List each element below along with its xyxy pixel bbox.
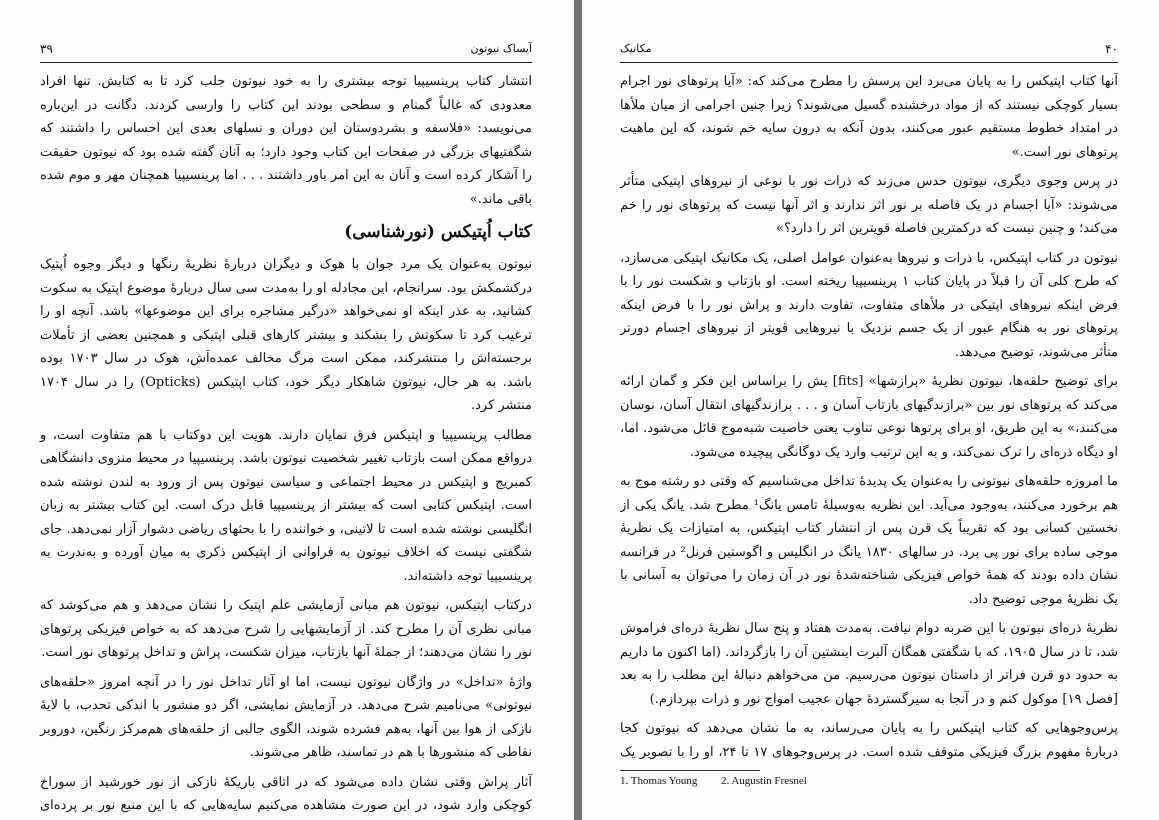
page-number: ۴۰ <box>1105 42 1118 56</box>
paragraph: نظریهٔ ذره‌ای نیوتون با این ضربه دوام نیافت. به‌مدت هفتاد و پنج سال نظریهٔ ذره‌ای فراموش شد، تا در سال ۱۹۰۵، که با شگفتی همگان آلبرت اینشتین آن را بازگرداند. (اما اکنون ما داریم به حدود دو قرن فراتر از داستان نیوتون می‌رسیم. من می‌خواهم دنبالهٔ این مطلب را به بعد [فصل ۱۹] موکول کنم و در آنجا به سیرگستردهٔ جهان عجیب امواج نور و ذرات بپردازم.) <box>620 621 1118 707</box>
footnotes <box>620 775 807 787</box>
paragraph: نیوتون در کتاب اپتیکس، با ذرات و نیروها به‌عنوان عوامل اصلی، یک مکانیک اپتیکی می‌سازد، که طرح کلی آن را قبلاً در پایان کتاب ۱ پرینسیپیا ریخته است. او بازتاب و شکست نور را با فرض اینکه نیروهای اپتیکی در ملأهای متفاوت، تفاوت دارند و پراش نور را با فرض اینکه پرتوهای نور به هنگام عبور از یک جسم نزدیک با نیروهایی قویتر از نیروهای اجسام دورتر متأثر می‌شوند، توضیح می‌دهد. <box>620 250 1118 360</box>
section-heading: کتاب اُپتیکس (نورشناسی) <box>344 222 532 242</box>
page-number: ۳۹ <box>40 42 53 56</box>
paragraph: ما امروزه حلقه‌های نیوتونی را به‌عنوان یک پدیدهٔ تداخل می‌شناسیم که وقتی دو رشته موج به هم برخورد می‌کنند، به‌وجود می‌آید. این نظریه به‌وسیلهٔ تامس یانگ¹ مطرح شد. یانگ یکی از نخستین کسانی بود که تقریباً یک قرن پس از انتشار کتاب اپتیکس، به امتیازات یک نظریهٔ موجی ساده برای نور پی برد. در سالهای ۱۸۳۰ یانگ در انگلیس و اگوستین فرنل² در فرانسه نشان داده بودند که همهٔ خواص فیزیکی شناخته‌شدهٔ نور در آن زمان را می‌توان به آسانی با یک نظریهٔ موجی توضیح داد. <box>620 474 1118 607</box>
paragraph: مطالب پرینسیپیا و اپتیکس فرق نمایان دارند. هویت این دوکتاب با هم متفاوت است، و درواقع ممکن است بازتاب تغییر شخصیت نیوتون باشد. پرینسیپیا در محیط منزوی دانشگاهی کمبریج و اپتیکس در محیط اجتماعی و سیاسی نیوتون پس از ورود به لندن نوشته شده است. اپتیکس کتابی است که بیشتر از پرینسیپیا قابل درک است. این کتاب بیشتر به زبان انگلیسی نوشته شده است تا لاتینی، و خواننده را با بحثهای ریاضی دشوار آزار نمی‌دهد. جای شگفتی نیست که اخلاف نیوتون به فراوانی از اپتیکس ذکری به میان آورده و به‌ندرت به پرینسیپیا توجه داشته‌اند. <box>40 427 532 584</box>
paragraph: درکتاب اپتیکس، نیوتون هم مبانی آزمایشی علم اپتیک را نشان می‌دهد و هم می‌کوشد که مبانی نظری آن را مطرح کند. از آزمایشهایی را شرح می‌دهد که به خواص فیزیکی پرتوهای نور را نشان می‌دهند؛ از جملهٔ آنها بازتاب، میزان شکست، پراش و تداخل پرتوهای نور است. <box>40 598 532 660</box>
paragraph: برای توضیح حلقه‌ها، نیوتون نظریهٔ «برازشها» [fits] یش را براساس این فکر و گمان ارائه می‌کند که پرتوهای نور بین «برازندگیهای بازتاب آسان و . . . برازندگیهای انتقال آسان، نوسان می‌کنند،» به این طریق، او برای پرتوها نوعی تناوب یعنی خاصیت شبه‌موج قائل می‌شود. اما، او دیگاه ذره‌ای را ترک نمی‌کند، و به این ترتیب وارد یک دوگانگی پیچیده می‌شود. <box>620 374 1118 460</box>
running-title: آیساک نیوتون <box>470 42 532 55</box>
right-page <box>582 0 1159 820</box>
header-rule <box>40 62 532 63</box>
header-rule <box>620 62 1118 63</box>
paragraph: انتشار کتاب پرینسیپیا توجه بیشتری را به خود نیوتون جلب کرد تا به کتابش. تنها افراد معدودی که غالباً گمنام و سطحی بودند این کتاب را وارسی کردند. دگانت در این‌باره می‌نویسد: «فلاسفه و بشردوستان این دوران و نسلهای بعدی این احساس را داشتند که شگفتیهای بزرگی در صفحات این کتاب وجود دارد؛ به آنان گفته شده بود که نیوتون حقیقت را آشکار کرده است و آنان به این امر باور داشتند . . . اما پرینسیپیا همچنان مهر و موم شده باقی ماند.» <box>40 74 532 207</box>
left-body-text <box>40 70 532 820</box>
paragraph: در پرس وجوی دیگری، نیوتون حدس می‌زند که ذرات نور با نوعی از نیروهای اپتیکی متأثر می‌شوند: «آیا اجسام در یک فاصله بر نور اثر ندارند و اثر آنها نیست که پرتوهای نور را خم می‌کند؛ و چنین نیست که درکمترین فاصله قویترین اثر را دارد؟» <box>620 174 1118 236</box>
paragraph: نیوتون به‌عنوان یک مرد جوان با هوک و دیگران دربارهٔ نظریهٔ رنگها و دیگر وجوه اُپتیک درکشمکش بود. سرانجام، این مجادله او را به‌مدت سی سال دربارهٔ موضوع اپتیک به سکوت کشانید، به عذر اینکه او نمی‌خواهد «درگیر مشاجره برای این موضوعها» باشد. آنچه او را ترغیب کرد تا سکوتش را بشکند و بیشتر کارهای قبلی اپتیکی و همچنین بعضی از تأملات برجسته‌اش را منتشرکند، ممکن است مرگ مخالف عمده‌اَش، هوک در سال ۱۷۰۳ بوده باشد. به هر حال، نیوتون شاهکار دیگر خود، کتاب اپتیکس (Opticks) را در سال ۱۷۰۴ منتشر کرد. <box>40 257 532 413</box>
left-page-header <box>40 42 532 62</box>
right-body-text <box>620 70 1118 762</box>
running-title: مکانیک <box>620 42 652 55</box>
footnote-rule <box>620 770 760 771</box>
paragraph: آثار پراش وقتی نشان داده می‌شود که در اتاقی باریکهٔ نازکی از نور خورشید از سوراخ کوچکی وارد شود، در این صورت مشاهده می‌کنیم سایه‌هایی که با این منبع نور بر پرده‌ای <box>40 774 532 813</box>
paragraph: آنها کتاب اپتیکس را به پایان می‌برد این پرسش را مطرح می‌کند که: «آیا پرتوهای نور اجرام بسیار کوچکی نیستند که از مواد درخشنده گسیل می‌شوند؟ زیرا چنین اجرامی از میان ملأها در امتداد خطوط مستقیم عبور می‌کنند، بدون آنکه به درون سایه خم شوند، که این ماهیت پرتوهای نور است.» <box>620 74 1118 160</box>
paragraph: واژهٔ «تداخل» در واژگان نیوتون نیست، اما او آثار تداخل نور را در آنچه امروز «حلقه‌های نیوتونی» می‌نامیم شرح می‌دهد. در آزمایش نمایشی، اگر دو منشور با اندکی تحدب، با لایهٔ نازکی از هوا بین آنها، به‌هم فشرده شوند، الگوی جالبی از حلقه‌های هم‌مرکز رنگین، دوروبر نقاطی که منشورها با هم در تماسند، ظاهر می‌شوند. <box>40 674 532 760</box>
footnote: 1. Thomas Young <box>620 775 698 787</box>
paragraph: پرس‌وجوهایی که کتاب اپتیکس را به پایان می‌رساند، به ما نشان می‌دهد که نیوتون کجا دربارهٔ مفهوم بزرگ فیزیکی متوقف شده است. در پرس‌وجوهای ۱۷ تا ۲۴، او را با تصویر یک <box>620 721 1118 760</box>
right-page-header <box>620 42 1118 62</box>
footnote: 2. Augustin Fresnel <box>720 775 807 787</box>
left-page <box>0 0 574 820</box>
